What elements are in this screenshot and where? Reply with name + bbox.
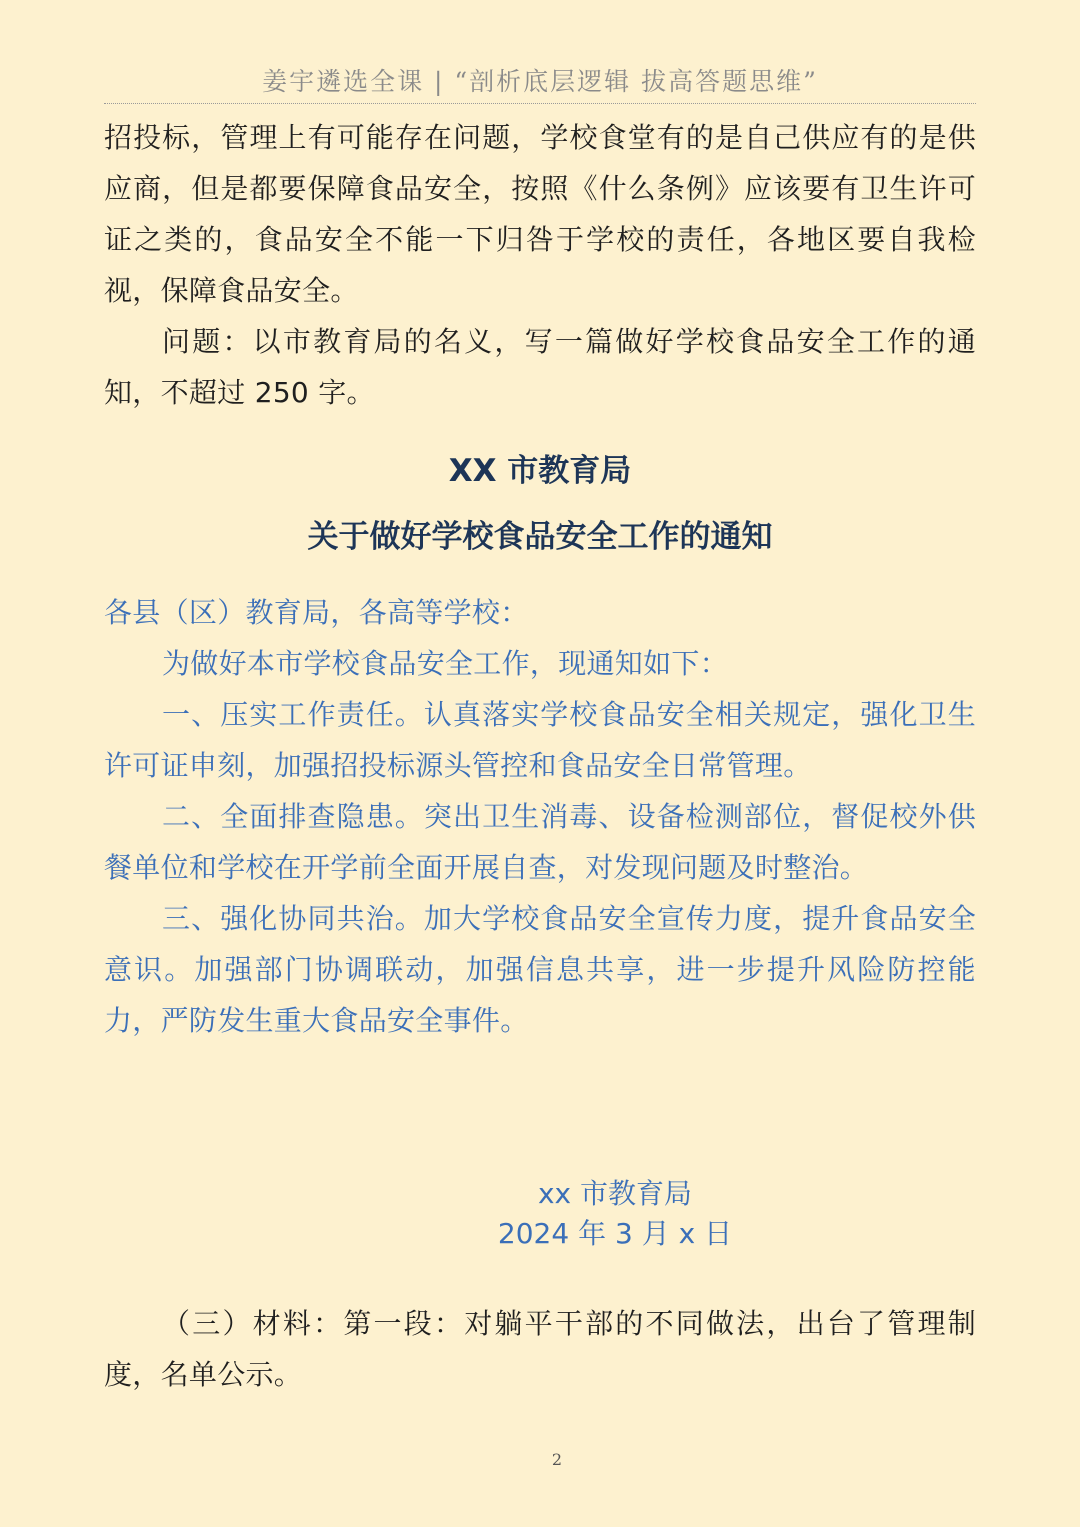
next-material-paragraph: （三）材料：第一段：对躺平干部的不同做法，出台了管理制度，名单公示。	[104, 1307, 976, 1391]
notice-item-3: 三、强化协同共治。加大学校食品安全宣传力度，提升食品安全意识。加强部门协调联动，加强信息共享，进一步提升风险防控能力，严防发生重大食品安全事件。	[104, 902, 976, 1037]
notice-title-subject: 关于做好学校食品安全工作的通知	[307, 519, 773, 555]
notice-addressee: 各县（区）教育局，各高等学校：	[104, 596, 529, 629]
notice-title-issuer: XX 市教育局	[448, 453, 632, 489]
notice-item-2: 二、全面排查隐患。突出卫生消毒、设备检测部位，督促校外供餐单位和学校在开学前全面开展自查，对发现问题及时整治。	[104, 800, 976, 884]
signature-date: 2024 年 3 月 x 日	[497, 1217, 733, 1250]
notice-item-1: 一、压实工作责任。认真落实学校食品安全相关规定，强化卫生许可证申刻，加强招投标源头管控和食品安全日常管理。	[104, 698, 976, 782]
question-paragraph: 问题：以市教育局的名义，写一篇做好学校食品安全工作的通知，不超过 250 字。	[104, 325, 976, 409]
signature-org: xx 市教育局	[537, 1177, 693, 1210]
header-divider	[104, 103, 976, 104]
page-body	[104, 112, 976, 1046]
material-paragraph: 招投标，管理上有可能存在问题，学校食堂有的是自己供应有的是供应商，但是都要保障食品安全，按照《什么条例》应该要有卫生许可证之类的，食品安全不能一下归咎于学校的责任，各地区要自我检视，保障食品安全。	[104, 121, 976, 307]
page-number: 2	[551, 1450, 563, 1469]
next-material	[104, 1298, 976, 1400]
notice-intro: 为做好本市学校食品安全工作，现通知如下：	[162, 647, 729, 680]
page-header: 姜宇遴选全课 | “剖析底层逻辑 拔高答题思维”	[262, 67, 818, 96]
